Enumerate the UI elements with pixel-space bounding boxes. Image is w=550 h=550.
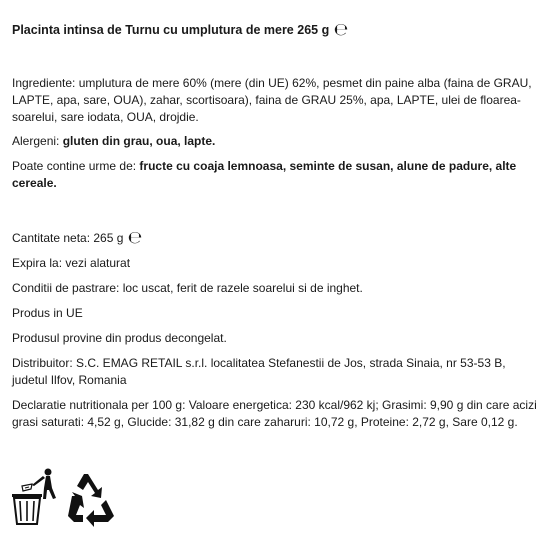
allergens-value: gluten din grau, oua, lapte. (62, 134, 216, 148)
origin-line: Produs in UE (12, 306, 83, 320)
estimated-sign-quantity: ℮ (127, 228, 143, 248)
label-document (12, 20, 540, 431)
disposal-icons (10, 468, 120, 528)
nutrition-line: Declaratie nutritionala per 100 g: Valoare energetica: 230 kcal/962 kj; Grasimi: 9,90 g din care acizi grasi saturati: 4,52 g, Glucide: 31,82 g din care zaharuri: 10,72 g, Proteine: 2,72 g, Sare 0,12 g. (12, 398, 537, 429)
distributor-line: Distribuitor: S.C. EMAG RETAIL s.r.l. localitatea Stefanestii de Jos, strada Sinaia, nr 53-53 B, judetul Ilfov, Romania (12, 356, 506, 387)
allergens-label: Alergeni: (12, 134, 63, 148)
estimated-sign: ℮ (333, 20, 349, 40)
recycle-icon (68, 474, 114, 527)
product-title (12, 20, 540, 39)
ingredients-text: Ingrediente: umplutura de mere 60% (mere (din UE) 62%, pesmet din paine alba (faina de GRAU, LAPTE, apa, sare, OUA), zahar, scortisoara), faina de GRAU 25%, apa, LAPTE, ulei de floarea-soarelui, sare iodata, OUA, drojdie. (12, 76, 532, 124)
thawed-note-line: Produsul provine din produs decongelat. (12, 331, 227, 345)
traces-value: fructe cu coaja lemnoasa, seminte de susan, alune de padure, alte cereale. (12, 159, 517, 190)
traces-line (12, 158, 540, 192)
net-quantity-text: Cantitate neta: 265 g (12, 231, 124, 245)
storage-line: Conditii de pastrare: loc uscat, ferit de razele soarelui si de inghet. (12, 281, 363, 295)
net-quantity-line (12, 229, 540, 247)
tidyman-bin-icon (12, 469, 56, 525)
product-title-text: Placinta intinsa de Turnu cu umplutura de mere 265 g (12, 23, 330, 37)
allergens-line (12, 133, 540, 150)
expiry-line: Expira la: vezi alaturat (12, 256, 131, 270)
traces-label: Poate contine urme de: (12, 159, 140, 173)
